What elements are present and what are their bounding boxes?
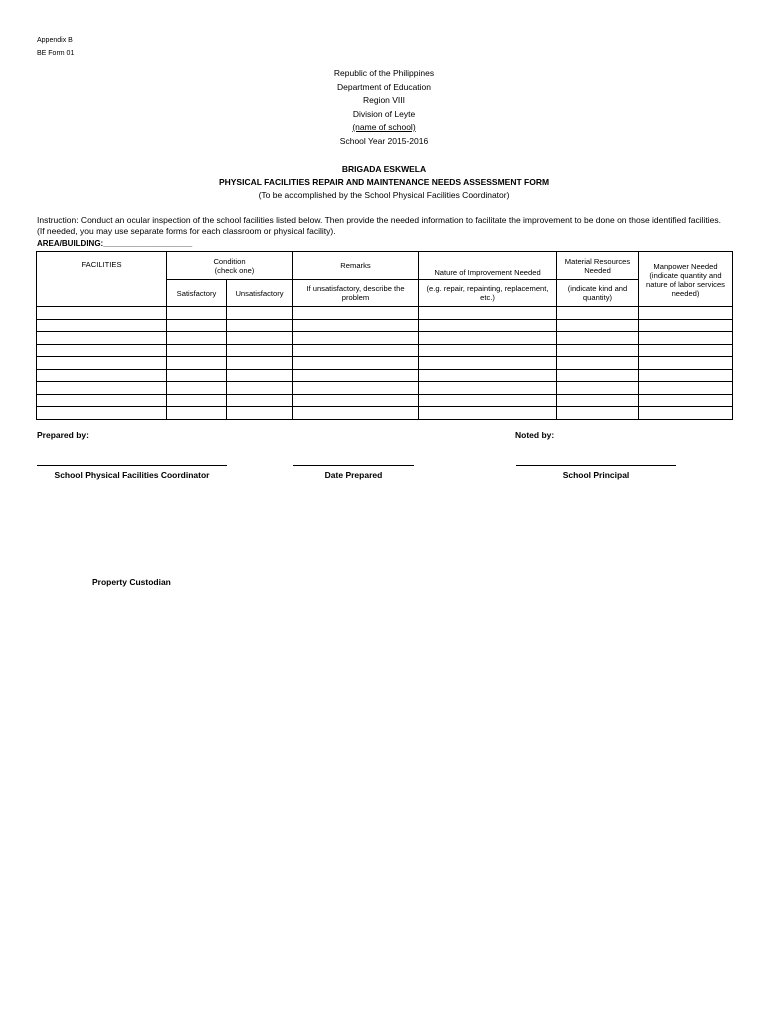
principal-label: School Principal xyxy=(562,470,630,480)
facility-cell[interactable] xyxy=(37,332,167,345)
table-row xyxy=(37,369,733,382)
republic-line: Republic of the Philippines xyxy=(333,68,435,78)
material-cell[interactable] xyxy=(557,344,639,357)
facility-cell[interactable] xyxy=(37,307,167,320)
material-cell[interactable] xyxy=(557,357,639,370)
noted-by-label: Noted by: xyxy=(515,430,555,440)
remarks-cell[interactable] xyxy=(293,369,419,382)
condition-header xyxy=(167,252,293,280)
remarks-cell[interactable] xyxy=(293,307,419,320)
remarks-cell[interactable] xyxy=(293,382,419,395)
table-row xyxy=(37,357,733,370)
unsatisfactory-cell[interactable] xyxy=(227,407,293,420)
condition-label: Condition xyxy=(213,256,246,266)
area-building-field: AREA/BUILDING:____________________ xyxy=(37,239,193,248)
satisfactory-cell[interactable] xyxy=(167,307,227,320)
satisfactory-cell[interactable] xyxy=(167,369,227,382)
table-row xyxy=(37,319,733,332)
assessment-table xyxy=(36,251,733,420)
prepared-by-label: Prepared by: xyxy=(37,430,89,440)
unsatisfactory-cell[interactable] xyxy=(227,307,293,320)
table-row xyxy=(37,332,733,345)
unsatisfactory-cell[interactable] xyxy=(227,344,293,357)
material-cell[interactable] xyxy=(557,369,639,382)
school-year-line: School Year 2015-2016 xyxy=(339,135,429,146)
unsatisfactory-cell[interactable] xyxy=(227,332,293,345)
form-title: PHYSICAL FACILITIES REPAIR AND MAINTENANCE NEEDS ASSESSMENT FORM xyxy=(218,177,550,187)
material-cell[interactable] xyxy=(557,394,639,407)
material-cell[interactable] xyxy=(557,319,639,332)
coordinator-signature-line[interactable] xyxy=(37,465,227,466)
instruction-text: Instruction: Conduct an ocular inspection of the school facilities listed below. Then provide the needed information to facilitate the improvement to be done on those identified facilities. (If needed, you may use separate forms for each classroom or physical facility). xyxy=(37,215,722,236)
manpower-cell[interactable] xyxy=(639,357,733,370)
nature-cell[interactable] xyxy=(419,307,557,320)
coordinator-label: School Physical Facilities Coordinator xyxy=(54,470,210,480)
nature-note: (e.g. repair, repainting, replacement, etc.) xyxy=(419,280,557,307)
satisfactory-cell[interactable] xyxy=(167,344,227,357)
table-row xyxy=(37,394,733,407)
table-row xyxy=(37,344,733,357)
property-custodian-label: Property Custodian xyxy=(92,577,171,587)
facility-cell[interactable] xyxy=(37,394,167,407)
nature-cell[interactable] xyxy=(419,332,557,345)
material-cell[interactable] xyxy=(557,407,639,420)
material-header: Material Resources Needed xyxy=(557,252,639,280)
remarks-cell[interactable] xyxy=(293,357,419,370)
remarks-header: Remarks xyxy=(293,252,419,280)
manpower-cell[interactable] xyxy=(639,369,733,382)
unsatisfactory-cell[interactable] xyxy=(227,394,293,407)
date-prepared-line[interactable] xyxy=(293,465,414,466)
material-note: (indicate kind and quantity) xyxy=(557,280,639,307)
form-code-label: BE Form 01 xyxy=(37,50,75,57)
date-prepared-label: Date Prepared xyxy=(324,470,383,480)
table-row xyxy=(37,307,733,320)
facilities-header: FACILITIES xyxy=(37,252,167,307)
manpower-cell[interactable] xyxy=(639,394,733,407)
appendix-label: Appendix B xyxy=(37,37,73,44)
unsatisfactory-cell[interactable] xyxy=(227,357,293,370)
nature-header: Nature of Improvement Needed xyxy=(419,252,557,280)
manpower-cell[interactable] xyxy=(639,307,733,320)
unsatisfactory-cell[interactable] xyxy=(227,369,293,382)
satisfactory-cell[interactable] xyxy=(167,407,227,420)
region-line: Region VIII xyxy=(362,95,406,105)
department-line: Department of Education xyxy=(336,81,432,92)
material-cell[interactable] xyxy=(557,382,639,395)
manpower-note: (indicate quantity and nature of labor services needed) xyxy=(646,271,725,298)
facility-cell[interactable] xyxy=(37,382,167,395)
program-title: BRIGADA ESKWELA xyxy=(341,164,427,174)
satisfactory-cell[interactable] xyxy=(167,319,227,332)
manpower-label: Manpower Needed xyxy=(653,262,718,271)
material-cell[interactable] xyxy=(557,307,639,320)
division-line: Division of Leyte xyxy=(352,108,416,119)
manpower-cell[interactable] xyxy=(639,344,733,357)
nature-cell[interactable] xyxy=(419,344,557,357)
remarks-note: If unsatisfactory, describe the problem xyxy=(293,280,419,307)
manpower-cell[interactable] xyxy=(639,382,733,395)
facility-cell[interactable] xyxy=(37,344,167,357)
nature-cell[interactable] xyxy=(419,357,557,370)
unsatisfactory-cell[interactable] xyxy=(227,319,293,332)
facility-cell[interactable] xyxy=(37,407,167,420)
nature-cell[interactable] xyxy=(419,319,557,332)
table-row xyxy=(37,382,733,395)
principal-signature-line[interactable] xyxy=(516,465,676,466)
satisfactory-cell[interactable] xyxy=(167,394,227,407)
unsatisfactory-header: Unsatisfactory xyxy=(227,280,293,307)
remarks-cell[interactable] xyxy=(293,394,419,407)
nature-cell[interactable] xyxy=(419,394,557,407)
document-header xyxy=(0,67,768,148)
manpower-cell[interactable] xyxy=(639,332,733,345)
facility-cell[interactable] xyxy=(37,357,167,370)
manpower-header xyxy=(639,252,733,307)
satisfactory-cell[interactable] xyxy=(167,332,227,345)
nature-cell[interactable] xyxy=(419,369,557,382)
nature-cell[interactable] xyxy=(419,382,557,395)
unsatisfactory-cell[interactable] xyxy=(227,382,293,395)
facility-cell[interactable] xyxy=(37,319,167,332)
remarks-cell[interactable] xyxy=(293,319,419,332)
form-subtitle: (To be accomplished by the School Physical Facilities Coordinator) xyxy=(258,190,510,200)
remarks-cell[interactable] xyxy=(293,332,419,345)
table-row xyxy=(37,407,733,420)
nature-cell[interactable] xyxy=(419,407,557,420)
satisfactory-cell[interactable] xyxy=(167,357,227,370)
material-cell[interactable] xyxy=(557,332,639,345)
remarks-cell[interactable] xyxy=(293,407,419,420)
remarks-cell[interactable] xyxy=(293,344,419,357)
satisfactory-header: Satisfactory xyxy=(167,280,227,307)
manpower-cell[interactable] xyxy=(639,319,733,332)
facility-cell[interactable] xyxy=(37,369,167,382)
check-one-label: (check one) xyxy=(214,265,255,275)
school-name-placeholder: (name of school) xyxy=(352,122,416,132)
manpower-cell[interactable] xyxy=(639,407,733,420)
satisfactory-cell[interactable] xyxy=(167,382,227,395)
